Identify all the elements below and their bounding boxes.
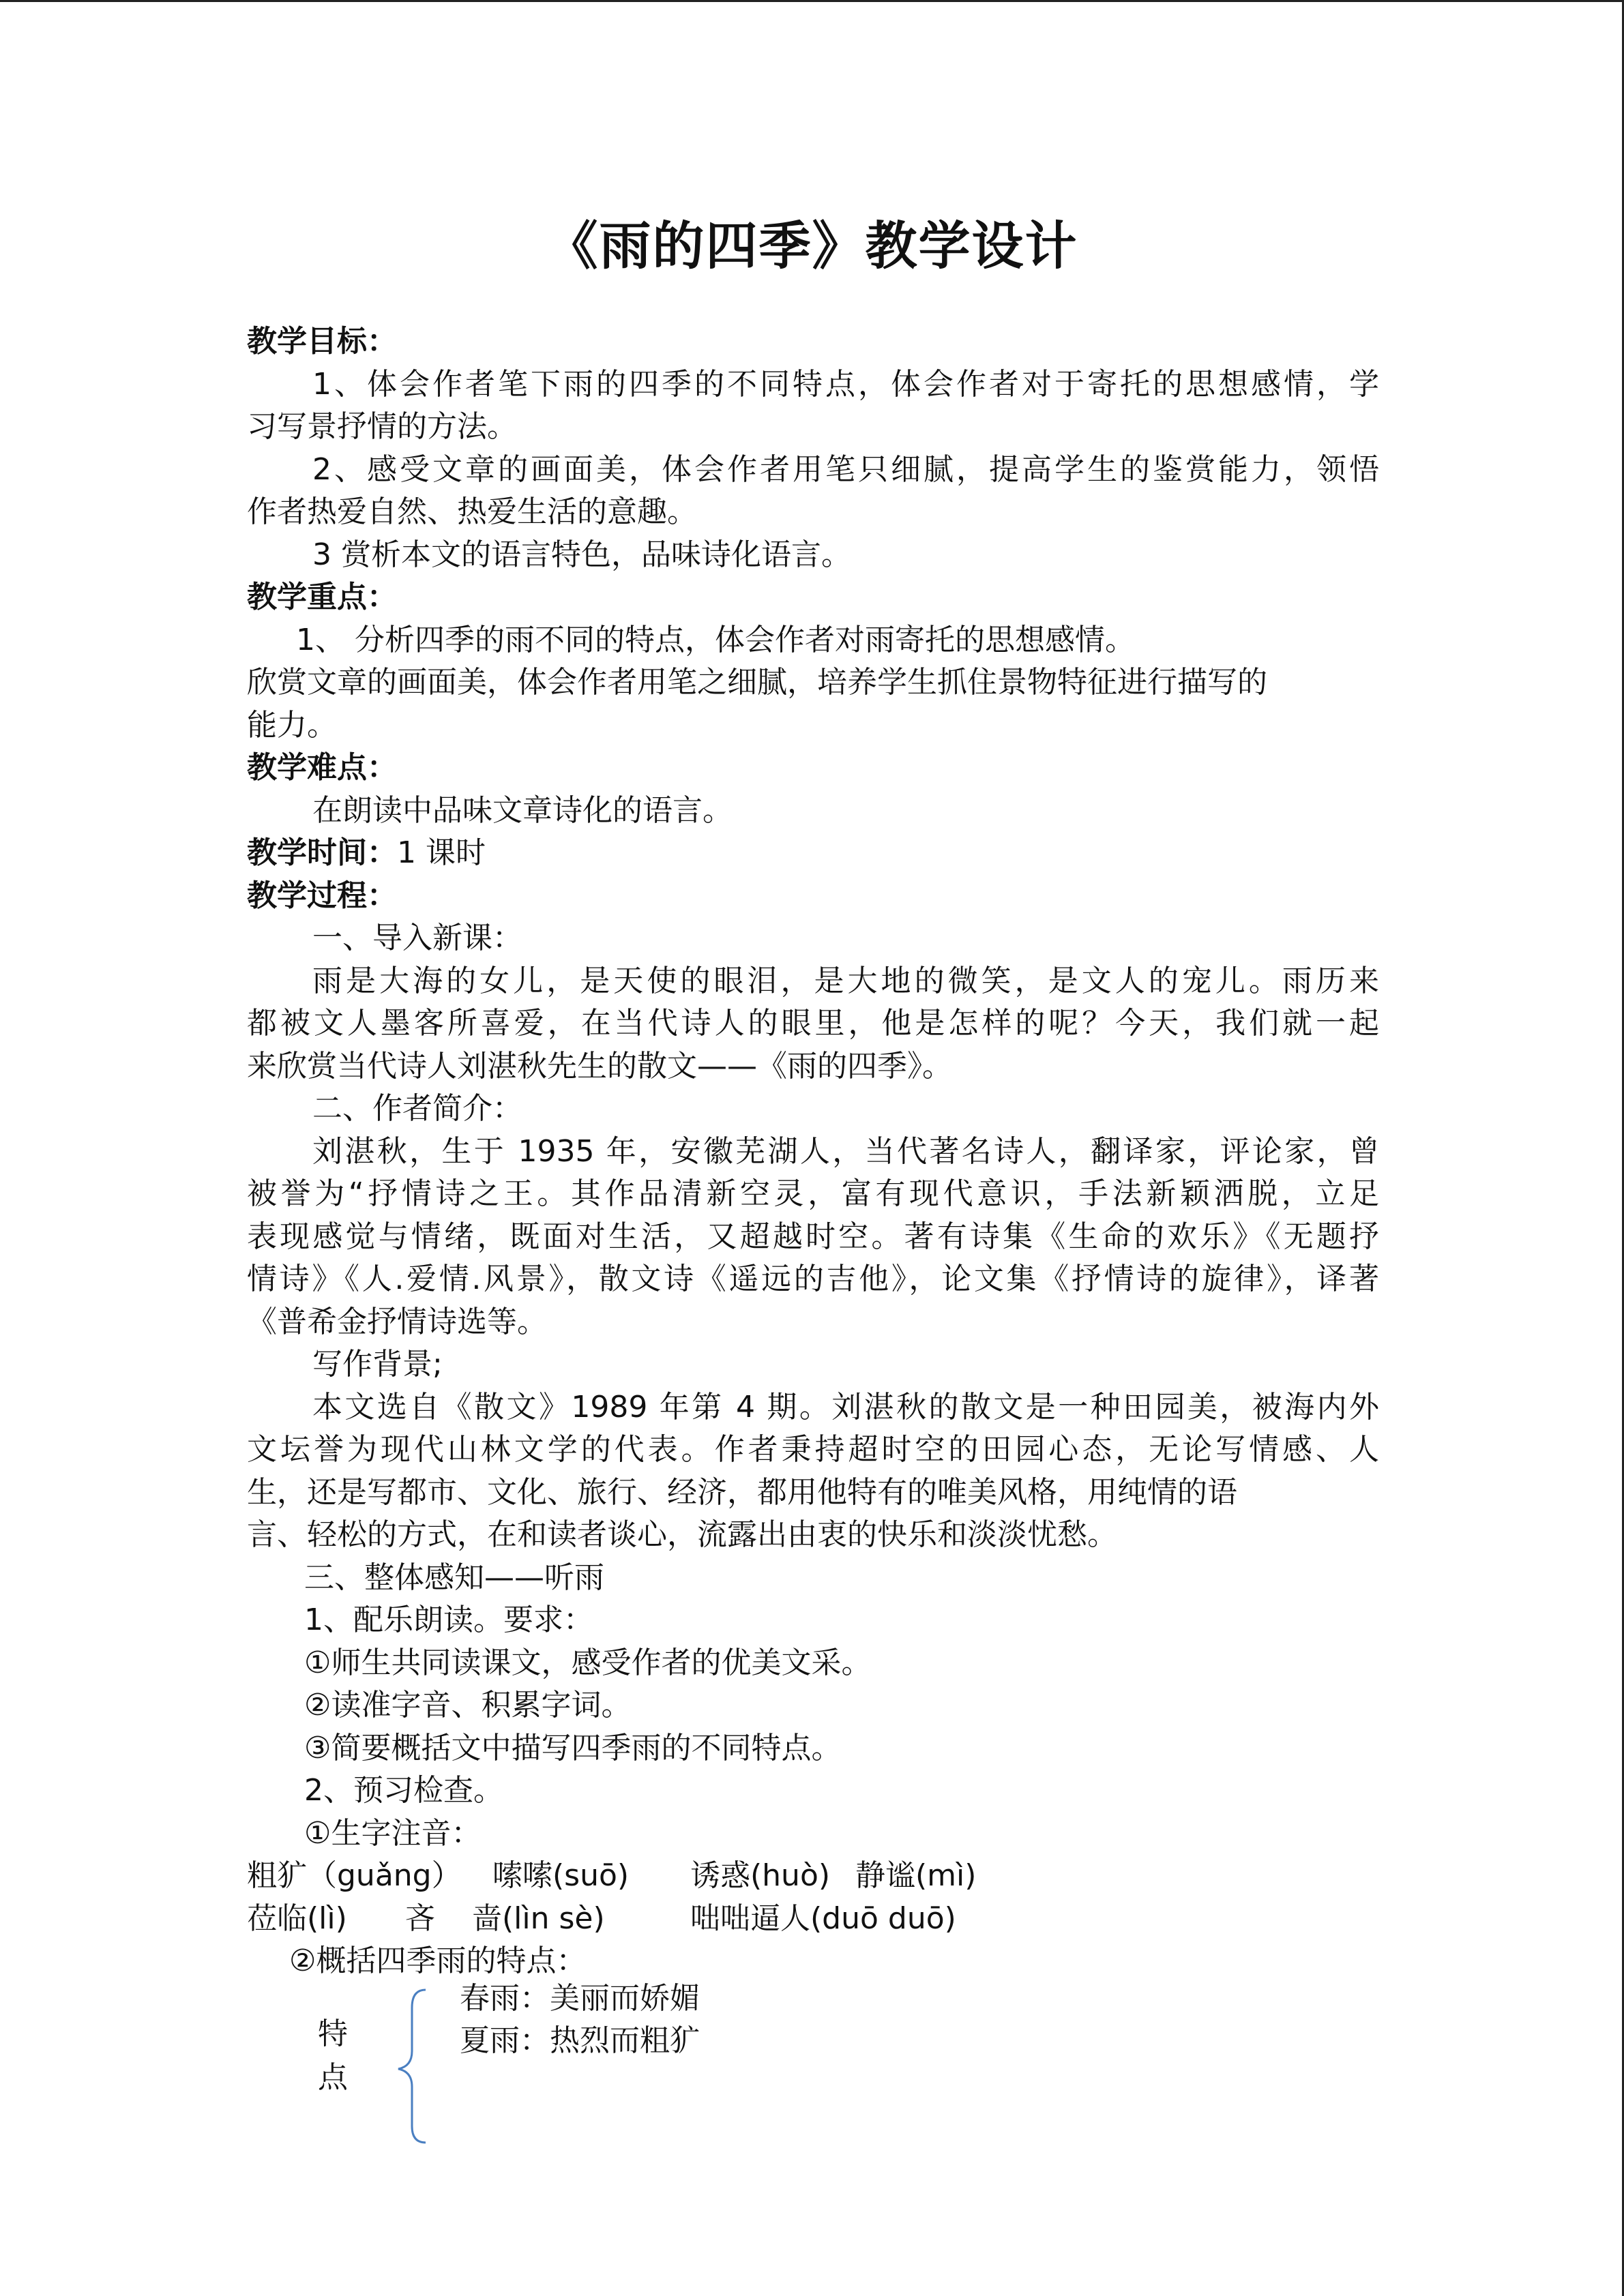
goal-1-line-2: 习写景抒情的方法。 — [247, 409, 517, 444]
section-3-item-1c: ③简要概括文中描写四季雨的不同特点。 — [304, 1730, 842, 1765]
background-para-line-1: 本文选自《散文》1989 年第 4 期。刘湛秋的散文是一种田园美，被海内外 — [312, 1389, 1379, 1425]
time-heading: 教学时间： — [247, 835, 397, 870]
goals-heading: 教学目标： — [247, 324, 397, 359]
goal-1-line-1: 1、体会作者笔下雨的四季的不同特点，体会作者对于寄托的思想感情，学 — [312, 366, 1379, 402]
key-points-heading: 教学重点： — [247, 580, 397, 614]
section-1-para-line-3: 来欣赏当代诗人刘湛秋先生的散文——《雨的四季》。 — [247, 1048, 952, 1084]
process-heading: 教学过程： — [247, 878, 397, 913]
goal-3: 3 赏析本文的语言特色，品味诗化语言。 — [312, 537, 851, 572]
time-line — [247, 832, 1379, 875]
diagram-label-char-1: 特 — [318, 2016, 348, 2051]
bracket-svg — [247, 1983, 465, 2147]
goal-2-line-2: 作者热爱自然、热爱生活的意趣。 — [247, 494, 697, 529]
pinyin-word: 诱惑(huò) — [690, 1858, 831, 1893]
section-3-item-2: 2、预习检查。 — [304, 1773, 503, 1808]
key-point-1: 1、 分析四季的雨不同的特点，体会作者对雨寄托的思想感情。 — [296, 622, 1135, 657]
background-para-line-2: 文坛誉为现代山林文学的代表。作者秉持超时空的田园心态，无论写情感、人 — [247, 1432, 1379, 1467]
pinyin-word: 吝 — [405, 1900, 435, 1936]
document-title: 《雨的四季》教学设计 — [546, 215, 1078, 276]
diagram-label-char-2: 点 — [318, 2059, 348, 2095]
section-3-item-2b: ②概括四季雨的特点： — [289, 1943, 587, 1978]
section-3-title: 三、整体感知——听雨 — [304, 1560, 604, 1595]
spring-rain-feature: 春雨：美丽而娇媚 — [460, 1980, 700, 2016]
background-title: 写作背景; — [312, 1347, 443, 1382]
pinyin-word: 莅临(lì) — [247, 1900, 347, 1936]
key-point-2-line-2: 能力。 — [247, 707, 337, 743]
difficulty-heading: 教学难点： — [247, 750, 397, 785]
summer-rain-feature: 夏雨：热烈而粗犷 — [460, 2023, 700, 2058]
pinyin-word: 嗦嗦(suō) — [492, 1858, 630, 1893]
section-3-item-1: 1、配乐朗读。要求： — [304, 1602, 593, 1637]
background-para-line-4: 言、轻松的方式，在和读者谈心，流露出由衷的快乐和淡淡忧愁。 — [247, 1517, 1117, 1552]
bracket-icon — [398, 1990, 426, 2143]
section-2-para-line-5: 《普希金抒情诗选等。 — [247, 1304, 547, 1339]
section-1-para-line-2: 都被文人墨客所喜爱，在当代诗人的眼里，他是怎样的呢？今天，我们就一起 — [247, 1006, 1379, 1041]
pinyin-word: 啬(lìn sè) — [472, 1900, 605, 1936]
section-2-title: 二、作者简介： — [312, 1091, 522, 1126]
rain-features-diagram — [247, 1980, 1379, 2147]
page-border-top — [0, 0, 1624, 2]
pinyin-word: 粗犷（guǎng） — [247, 1858, 462, 1893]
section-1-para-line-1: 雨是大海的女儿，是天使的眼泪，是大地的微笑，是文人的宠儿。雨历来 — [312, 963, 1379, 998]
section-2-para-line-1: 刘湛秋，生于 1935 年，安徽芜湖人，当代著名诗人，翻译家，评论家，曾 — [312, 1133, 1379, 1169]
pinyin-word: 静谧(mì) — [855, 1858, 977, 1893]
time-value: 1 课时 — [397, 835, 486, 870]
section-2-para-line-4: 情诗》《人.爱情.风景》，散文诗《遥远的吉他》，论文集《抒情诗的旋律》，译著 — [247, 1262, 1379, 1296]
background-para-line-3: 生，还是写都市、文化、旅行、经济，都用他特有的唯美风格，用纯情的语 — [247, 1474, 1237, 1510]
key-point-2-line-1: 欣赏文章的画面美，体会作者用笔之细腻，培养学生抓住景物特征进行描写的 — [247, 665, 1267, 700]
section-2-para-line-2: 被誉为“抒情诗之王。其作品清新空灵，富有现代意识，手法新颖洒脱，立足 — [247, 1176, 1379, 1211]
goal-2-line-1: 2、感受文章的画面美，体会作者用笔只细腻，提高学生的鉴赏能力，领悟 — [312, 451, 1379, 487]
pinyin-row-1 — [247, 1855, 1379, 1898]
section-3-item-1a: ①师生共同读课文，感受作者的优美文采。 — [304, 1645, 872, 1680]
section-1-title: 一、导入新课： — [312, 921, 522, 955]
section-3-item-2a: ①生字注音： — [304, 1815, 482, 1851]
pinyin-row-2 — [247, 1898, 1379, 1941]
document-body — [247, 320, 1379, 2147]
section-2-para-line-3: 表现感觉与情绪，既面对生活，又超越时空。著有诗集《生命的欢乐》《无题抒 — [247, 1219, 1379, 1254]
section-3-item-1b: ②读准字音、积累字词。 — [304, 1688, 632, 1723]
difficulty-text: 在朗读中品味文章诗化的语言。 — [312, 792, 733, 828]
pinyin-word: 咄咄逼人(duō duō) — [690, 1900, 956, 1936]
